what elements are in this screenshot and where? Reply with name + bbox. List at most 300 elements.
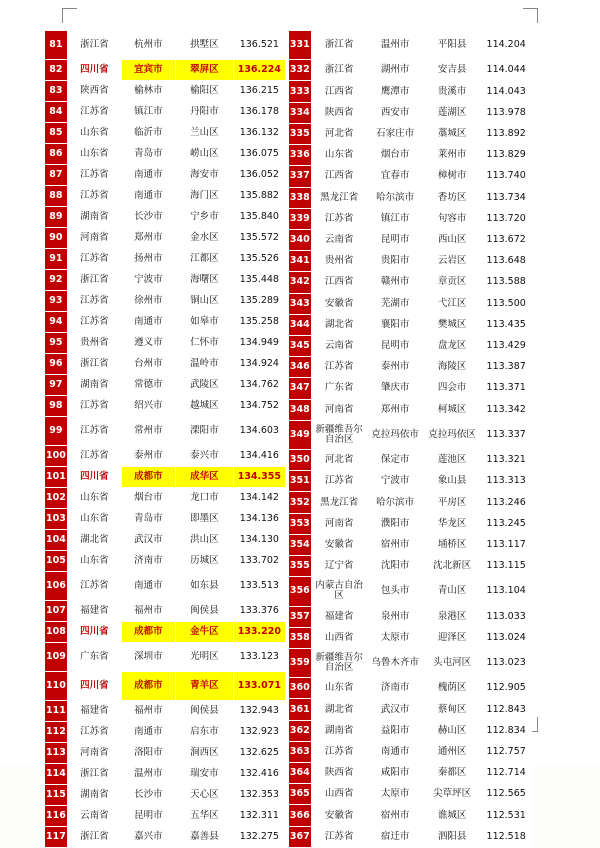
price-cell: 113.342 — [481, 399, 531, 420]
city-cell: 南通市 — [121, 165, 175, 186]
city-cell: 肇庆市 — [367, 378, 423, 399]
district-cell: 江都区 — [175, 249, 233, 270]
price-cell: 112.757 — [481, 741, 531, 762]
rank-cell: 334 — [288, 102, 311, 123]
city-cell: 温州市 — [367, 31, 423, 60]
table-row — [45, 291, 286, 312]
table-row — [45, 60, 286, 81]
district-cell: 闽侯县 — [175, 701, 233, 722]
province-cell: 江西省 — [311, 272, 367, 293]
city-cell: 益阳市 — [367, 720, 423, 741]
table-row — [288, 648, 531, 677]
district-cell: 榆阳区 — [175, 81, 233, 102]
table-row — [288, 208, 531, 229]
province-cell: 山东省 — [67, 509, 121, 530]
city-cell: 武汉市 — [121, 530, 175, 551]
rank-cell: 96 — [45, 354, 68, 375]
table-row — [288, 450, 531, 471]
price-cell: 113.024 — [481, 627, 531, 648]
price-cell: 133.702 — [233, 551, 285, 572]
district-cell: 溧阳市 — [175, 417, 233, 446]
city-cell: 昆明市 — [121, 806, 175, 827]
price-cell: 134.136 — [233, 509, 285, 530]
province-cell: 浙江省 — [67, 31, 121, 60]
price-cell: 132.923 — [233, 722, 285, 743]
rank-cell: 101 — [45, 467, 68, 488]
province-cell: 内蒙古自治区 — [311, 577, 367, 606]
district-cell: 尖草坪区 — [423, 784, 481, 805]
province-cell: 广东省 — [311, 378, 367, 399]
rank-cell: 110 — [45, 672, 68, 701]
district-cell: 青羊区 — [175, 672, 233, 701]
province-cell: 山西省 — [311, 627, 367, 648]
price-cell: 135.448 — [233, 270, 285, 291]
table-row — [288, 229, 531, 250]
table-row — [45, 396, 286, 417]
table-row — [45, 785, 286, 806]
district-cell: 柯城区 — [423, 399, 481, 420]
price-cell: 134.130 — [233, 530, 285, 551]
district-cell: 崂山区 — [175, 144, 233, 165]
city-cell: 台州市 — [121, 354, 175, 375]
city-cell: 宁波市 — [121, 270, 175, 291]
price-cell: 132.943 — [233, 701, 285, 722]
district-cell: 句容市 — [423, 208, 481, 229]
city-cell: 石家庄市 — [367, 123, 423, 144]
price-cell: 134.752 — [233, 396, 285, 417]
city-cell: 芜湖市 — [367, 293, 423, 314]
district-cell: 谯城区 — [423, 805, 481, 826]
city-cell: 包头市 — [367, 577, 423, 606]
district-cell: 即墨区 — [175, 509, 233, 530]
district-cell: 盘龙区 — [423, 335, 481, 356]
city-cell: 成都市 — [121, 467, 175, 488]
table-row — [288, 293, 531, 314]
city-cell: 沈阳市 — [367, 556, 423, 577]
city-cell: 青岛市 — [121, 509, 175, 530]
table-row — [45, 722, 286, 743]
rank-cell: 105 — [45, 551, 68, 572]
city-cell: 乌鲁木齐市 — [367, 648, 423, 677]
district-cell: 翠屏区 — [175, 60, 233, 81]
city-cell: 昆明市 — [367, 229, 423, 250]
rank-cell: 362 — [288, 720, 311, 741]
price-cell: 136.052 — [233, 165, 285, 186]
table-row — [288, 31, 531, 60]
district-cell: 莲湖区 — [423, 102, 481, 123]
price-cell: 113.720 — [481, 208, 531, 229]
table-row — [288, 272, 531, 293]
province-cell: 山东省 — [67, 488, 121, 509]
rank-cell: 357 — [288, 606, 311, 627]
price-cell: 132.275 — [233, 827, 285, 848]
table-row — [45, 333, 286, 354]
province-cell: 福建省 — [67, 601, 121, 622]
province-cell: 福建省 — [311, 606, 367, 627]
district-cell: 象山县 — [423, 471, 481, 492]
city-cell: 南通市 — [367, 741, 423, 762]
rank-cell: 341 — [288, 251, 311, 272]
district-cell: 泰兴市 — [175, 446, 233, 467]
price-cell: 113.246 — [481, 492, 531, 513]
district-cell: 龙口市 — [175, 488, 233, 509]
province-cell: 河南省 — [67, 228, 121, 249]
district-cell: 青山区 — [423, 577, 481, 606]
table-row — [288, 720, 531, 741]
city-cell: 镇江市 — [367, 208, 423, 229]
table-row — [288, 399, 531, 420]
rank-cell: 99 — [45, 417, 68, 446]
province-cell: 江苏省 — [67, 102, 121, 123]
table-row — [288, 805, 531, 826]
province-cell: 贵州省 — [67, 333, 121, 354]
province-cell: 山东省 — [311, 145, 367, 166]
city-cell: 常德市 — [121, 375, 175, 396]
rank-cell: 86 — [45, 144, 68, 165]
price-cell: 114.043 — [481, 81, 531, 102]
price-cell: 112.714 — [481, 763, 531, 784]
rank-cell: 352 — [288, 492, 311, 513]
city-cell: 长沙市 — [121, 207, 175, 228]
table-row — [45, 643, 286, 672]
district-cell: 武陵区 — [175, 375, 233, 396]
district-cell: 天心区 — [175, 785, 233, 806]
district-cell: 涧西区 — [175, 743, 233, 764]
district-cell: 瑞安市 — [175, 764, 233, 785]
table-row — [288, 492, 531, 513]
table-row — [288, 60, 531, 81]
city-cell: 南通市 — [121, 312, 175, 333]
price-cell: 113.321 — [481, 450, 531, 471]
city-cell: 宜宾市 — [121, 60, 175, 81]
city-cell: 嘉兴市 — [121, 827, 175, 848]
province-cell: 安徽省 — [311, 293, 367, 314]
city-cell: 武汉市 — [367, 699, 423, 720]
district-cell: 拱墅区 — [175, 31, 233, 60]
table-row — [288, 741, 531, 762]
province-cell: 河北省 — [311, 123, 367, 144]
table-row — [45, 446, 286, 467]
province-cell: 江苏省 — [311, 208, 367, 229]
district-cell: 香坊区 — [423, 187, 481, 208]
district-cell: 金牛区 — [175, 622, 233, 643]
ranking-tables — [44, 30, 556, 848]
rank-cell: 363 — [288, 741, 311, 762]
price-cell: 133.071 — [233, 672, 285, 701]
table-row — [45, 827, 286, 848]
table-row — [45, 417, 286, 446]
price-cell: 112.531 — [481, 805, 531, 826]
table-row — [288, 577, 531, 606]
rank-cell: 97 — [45, 375, 68, 396]
table-row — [45, 375, 286, 396]
table-row — [288, 81, 531, 102]
table-row — [288, 420, 531, 449]
province-cell: 福建省 — [67, 701, 121, 722]
rank-cell: 353 — [288, 513, 311, 534]
rank-cell: 361 — [288, 699, 311, 720]
rank-cell: 342 — [288, 272, 311, 293]
city-cell: 临沂市 — [121, 123, 175, 144]
ranking-table-left — [44, 30, 286, 848]
district-cell: 迎泽区 — [423, 627, 481, 648]
price-cell: 133.123 — [233, 643, 285, 672]
table-row — [288, 314, 531, 335]
price-cell: 134.924 — [233, 354, 285, 375]
price-cell: 134.603 — [233, 417, 285, 446]
city-cell: 郑州市 — [367, 399, 423, 420]
district-cell: 云岩区 — [423, 251, 481, 272]
district-cell: 越城区 — [175, 396, 233, 417]
table-row — [45, 144, 286, 165]
province-cell: 江苏省 — [67, 396, 121, 417]
district-cell: 克拉玛依区 — [423, 420, 481, 449]
province-cell: 云南省 — [311, 229, 367, 250]
district-cell: 如皋市 — [175, 312, 233, 333]
price-cell: 132.625 — [233, 743, 285, 764]
district-cell: 蔡甸区 — [423, 699, 481, 720]
rank-cell: 90 — [45, 228, 68, 249]
price-cell: 114.204 — [481, 31, 531, 60]
table-row — [45, 488, 286, 509]
price-cell: 135.882 — [233, 186, 285, 207]
rank-cell: 349 — [288, 420, 311, 449]
district-cell: 兰山区 — [175, 123, 233, 144]
rank-cell: 109 — [45, 643, 68, 672]
province-cell: 湖北省 — [67, 530, 121, 551]
table-row — [45, 701, 286, 722]
rank-cell: 92 — [45, 270, 68, 291]
rank-cell: 333 — [288, 81, 311, 102]
city-cell: 赣州市 — [367, 272, 423, 293]
table-row — [288, 826, 531, 847]
district-cell: 沈北新区 — [423, 556, 481, 577]
district-cell: 闽侯县 — [175, 601, 233, 622]
table-row — [288, 627, 531, 648]
price-cell: 113.500 — [481, 293, 531, 314]
crop-mark-top-right — [523, 8, 538, 23]
district-cell: 金水区 — [175, 228, 233, 249]
province-cell: 江苏省 — [67, 186, 121, 207]
city-cell: 榆林市 — [121, 81, 175, 102]
city-cell: 襄阳市 — [367, 314, 423, 335]
province-cell: 浙江省 — [67, 827, 121, 848]
province-cell: 江苏省 — [311, 471, 367, 492]
price-cell: 134.762 — [233, 375, 285, 396]
price-cell: 113.588 — [481, 272, 531, 293]
rank-cell: 103 — [45, 509, 68, 530]
province-cell: 江苏省 — [67, 417, 121, 446]
province-cell: 四川省 — [67, 60, 121, 81]
city-cell: 南通市 — [121, 186, 175, 207]
district-cell: 头屯河区 — [423, 648, 481, 677]
table-row — [288, 556, 531, 577]
rank-cell: 344 — [288, 314, 311, 335]
province-cell: 山西省 — [311, 784, 367, 805]
table-row — [288, 102, 531, 123]
table-row — [45, 102, 286, 123]
district-cell: 莱州市 — [423, 145, 481, 166]
city-cell: 保定市 — [367, 450, 423, 471]
city-cell: 扬州市 — [121, 249, 175, 270]
rank-cell: 102 — [45, 488, 68, 509]
province-cell: 黑龙江省 — [311, 492, 367, 513]
city-cell: 湖州市 — [367, 60, 423, 81]
district-cell: 铜山区 — [175, 291, 233, 312]
city-cell: 咸阳市 — [367, 763, 423, 784]
price-cell: 113.672 — [481, 229, 531, 250]
district-cell: 海陵区 — [423, 357, 481, 378]
district-cell: 平阳县 — [423, 31, 481, 60]
district-cell: 秦都区 — [423, 763, 481, 784]
table-row — [288, 378, 531, 399]
district-cell: 通州区 — [423, 741, 481, 762]
city-cell: 宁波市 — [367, 471, 423, 492]
rank-cell: 351 — [288, 471, 311, 492]
table-row — [288, 699, 531, 720]
table-row — [288, 513, 531, 534]
price-cell: 113.033 — [481, 606, 531, 627]
rank-cell: 91 — [45, 249, 68, 270]
rank-cell: 98 — [45, 396, 68, 417]
ranking-table-right — [288, 30, 532, 848]
rank-cell: 93 — [45, 291, 68, 312]
price-cell: 113.387 — [481, 357, 531, 378]
rank-cell: 364 — [288, 763, 311, 784]
province-cell: 山东省 — [67, 144, 121, 165]
district-cell: 历城区 — [175, 551, 233, 572]
city-cell: 太原市 — [367, 784, 423, 805]
district-cell: 成华区 — [175, 467, 233, 488]
rank-cell: 95 — [45, 333, 68, 354]
district-cell: 安吉县 — [423, 60, 481, 81]
table-row — [45, 806, 286, 827]
table-row — [45, 354, 286, 375]
rank-cell: 113 — [45, 743, 68, 764]
city-cell: 烟台市 — [367, 145, 423, 166]
city-cell: 洛阳市 — [121, 743, 175, 764]
table-row — [45, 270, 286, 291]
city-cell: 泰州市 — [367, 357, 423, 378]
province-cell: 江苏省 — [67, 249, 121, 270]
price-cell: 135.289 — [233, 291, 285, 312]
province-cell: 湖南省 — [311, 720, 367, 741]
rank-cell: 366 — [288, 805, 311, 826]
province-cell: 陕西省 — [67, 81, 121, 102]
rank-cell: 331 — [288, 31, 311, 60]
rank-cell: 332 — [288, 60, 311, 81]
district-cell: 樊城区 — [423, 314, 481, 335]
district-cell: 樟树市 — [423, 166, 481, 187]
district-cell: 五华区 — [175, 806, 233, 827]
province-cell: 河南省 — [311, 513, 367, 534]
province-cell: 安徽省 — [311, 534, 367, 555]
province-cell: 广东省 — [67, 643, 121, 672]
province-cell: 陕西省 — [311, 763, 367, 784]
price-cell: 136.521 — [233, 31, 285, 60]
table-row — [45, 312, 286, 333]
district-cell: 温岭市 — [175, 354, 233, 375]
city-cell: 贵阳市 — [367, 251, 423, 272]
rank-cell: 348 — [288, 399, 311, 420]
city-cell: 泉州市 — [367, 606, 423, 627]
rank-cell: 84 — [45, 102, 68, 123]
price-cell: 112.843 — [481, 699, 531, 720]
district-cell: 四会市 — [423, 378, 481, 399]
province-cell: 江苏省 — [311, 826, 367, 847]
table-row — [45, 509, 286, 530]
price-cell: 136.215 — [233, 81, 285, 102]
city-cell: 遵义市 — [121, 333, 175, 354]
province-cell: 山东省 — [311, 678, 367, 699]
price-cell: 113.829 — [481, 145, 531, 166]
rank-cell: 112 — [45, 722, 68, 743]
rank-cell: 365 — [288, 784, 311, 805]
rank-cell: 359 — [288, 648, 311, 677]
rank-cell: 345 — [288, 335, 311, 356]
province-cell: 云南省 — [67, 806, 121, 827]
province-cell: 安徽省 — [311, 805, 367, 826]
district-cell: 平房区 — [423, 492, 481, 513]
city-cell: 克拉玛依市 — [367, 420, 423, 449]
table-row — [45, 764, 286, 785]
province-cell: 四川省 — [67, 622, 121, 643]
price-cell: 113.429 — [481, 335, 531, 356]
price-cell: 132.353 — [233, 785, 285, 806]
crop-mark-top-left — [62, 8, 77, 23]
table-row — [45, 123, 286, 144]
city-cell: 成都市 — [121, 672, 175, 701]
city-cell: 宜春市 — [367, 166, 423, 187]
province-cell: 新疆维吾尔自治区 — [311, 648, 367, 677]
district-cell: 藁城区 — [423, 123, 481, 144]
province-cell: 黑龙江省 — [311, 187, 367, 208]
table-row — [45, 207, 286, 228]
rank-cell: 117 — [45, 827, 68, 848]
price-cell: 135.840 — [233, 207, 285, 228]
province-cell: 江苏省 — [67, 572, 121, 601]
district-cell: 光明区 — [175, 643, 233, 672]
table-row — [288, 606, 531, 627]
district-cell: 仁怀市 — [175, 333, 233, 354]
city-cell: 昆明市 — [367, 335, 423, 356]
district-cell: 弋江区 — [423, 293, 481, 314]
district-cell: 洪山区 — [175, 530, 233, 551]
rank-cell: 111 — [45, 701, 68, 722]
city-cell: 福州市 — [121, 701, 175, 722]
price-cell: 133.220 — [233, 622, 285, 643]
city-cell: 徐州市 — [121, 291, 175, 312]
province-cell: 江苏省 — [67, 291, 121, 312]
city-cell: 常州市 — [121, 417, 175, 446]
table-row — [45, 601, 286, 622]
district-cell: 启东市 — [175, 722, 233, 743]
province-cell: 江苏省 — [67, 446, 121, 467]
city-cell: 福州市 — [121, 601, 175, 622]
table-row — [45, 743, 286, 764]
province-cell: 湖南省 — [67, 785, 121, 806]
table-row — [288, 678, 531, 699]
price-cell: 113.115 — [481, 556, 531, 577]
province-cell: 江苏省 — [311, 741, 367, 762]
rank-cell: 116 — [45, 806, 68, 827]
table-row — [288, 145, 531, 166]
province-cell: 四川省 — [67, 672, 121, 701]
table-row — [288, 335, 531, 356]
province-cell: 新疆维吾尔自治区 — [311, 420, 367, 449]
province-cell: 浙江省 — [67, 764, 121, 785]
table-row — [45, 672, 286, 701]
